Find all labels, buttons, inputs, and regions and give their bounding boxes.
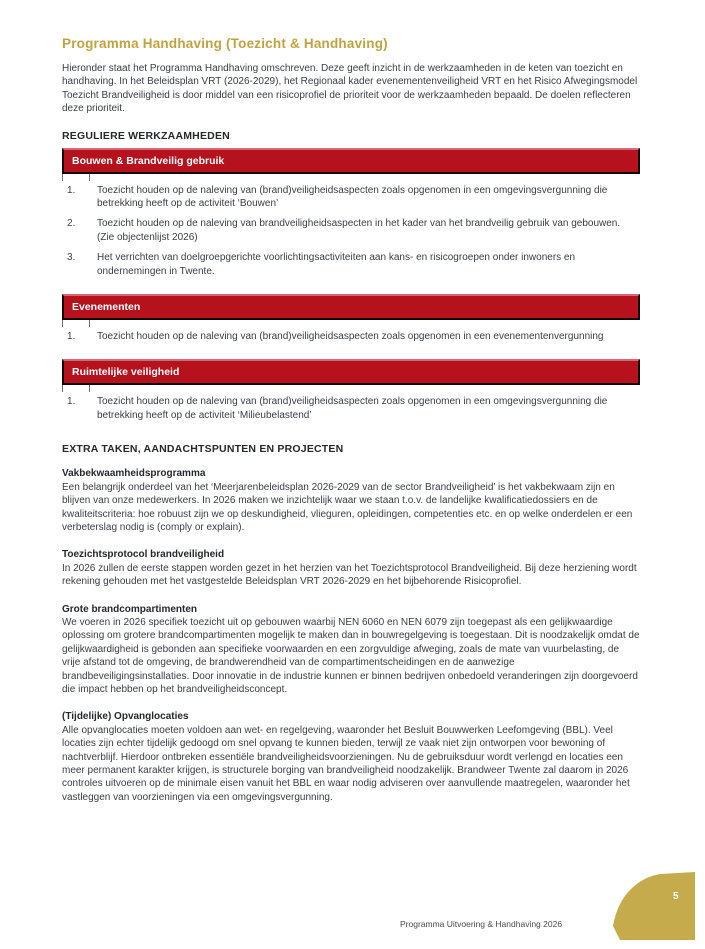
list-item bbox=[62, 395, 640, 422]
category-item-list bbox=[62, 320, 640, 359]
gold-wedge-shape bbox=[613, 872, 695, 940]
category-table-ruimtelijke-veiligheid bbox=[62, 359, 640, 438]
list-item-text: Toezicht houden op de naleving van (brand)veiligheidsaspecten zoals opgenomen in een omgevingsvergunning die betrekking heeft op de activiteit ‘Bouwen’ bbox=[97, 184, 608, 210]
list-item bbox=[62, 217, 640, 244]
topic-body: Een belangrijk onderdeel van het ‘Meerjarenbeleidsplan 2026-2029 van de sector Brandveiligheid’ is het vakbekwaam zijn en blijven van onze medewerkers. In 2026 maken we inzichtelijk waar we staan t.o.v. de landelijke kwalificatiedossiers en de kwaliteitscriteria: hoe robuust zijn we op deskundigheid, vlieguren, opleidingen, competenties etc. en op welke onderdelen er een verbeterslag nodig is (comply or explain). bbox=[62, 481, 633, 533]
list-item bbox=[62, 184, 640, 211]
topic-body: Alle opvanglocaties moeten voldoen aan wet- en regelgeving, waaronder het Besluit Bouwwerken Leefomgeving (BBL). Veel locaties zijn echter tijdelijk gedoogd om snel opvang te kunnen bieden, terwijl ze vaak niet zijn ontworpen voor bewoning of nachtverblijf. Hierdoor ontbreken essentiële brandveiligheidsvoorzieningen. Nu de gebruiksduur wordt verlengd en locaties een meer permanent karakter krijgen, is structurele borging van brandveiligheid noodzakelijk. Brandweer Twente zal daarom in 2026 controles uitvoeren op de minimale eisen vanuit het BBL en waar nodig adviseren over aanvullende maatregelen, waaronder het vastleggen van voorzieningen via een omgevingsvergunning. bbox=[62, 724, 630, 803]
list-item-number: 1. bbox=[67, 331, 76, 343]
topic-title: Vakbekwaamheidsprogramma bbox=[62, 468, 206, 480]
category-header: Ruimtelijke veiligheid bbox=[62, 359, 640, 385]
topic-body: We voeren in 2026 specifiek toezicht uit op gebouwen waarbij NEN 6060 en NEN 6079 zijn toegepast als een gelijkwaardige oplossing om grotere brandcompartimenten mogelijk te maken dan in bouwregelgeving is toegestaan. Dit is noodzakelijk omdat de gelijkwaardigheid is gebonden aan specifieke voorwaarden en een zorgvuldige afweging, zoals de mate van vuurbelasting, de vrije afstand tot de omgeving, de brandwerendheid van de compartimentscheidingen en de aanwezige brandbeveiligingsinstallaties. Door innovatie in de industrie kunnen er binnen bedrijven onbedoeld veranderingen zijn doorgevoerd die impact hebben op het brandveiligheidsconcept. bbox=[62, 616, 640, 695]
topic-vakbekwaamheidsprogramma bbox=[62, 467, 640, 534]
list-item bbox=[62, 251, 640, 278]
list-item-text: Toezicht houden op de naleving van brandveiligheidsaspecten in het kader van het brandveilig gebruik van gebouwen. (Zie objectenlijst 2026) bbox=[97, 218, 621, 243]
table-border-tick bbox=[62, 385, 63, 392]
topic-title: Grote brandcompartimenten bbox=[62, 603, 198, 615]
page-content bbox=[62, 36, 640, 818]
table-border-tick bbox=[89, 320, 90, 327]
list-item-number: 3. bbox=[67, 252, 76, 264]
list-item-number: 2. bbox=[67, 218, 76, 230]
topic-title: (Tijdelijke) Opvanglocaties bbox=[62, 711, 189, 723]
section-heading-extra: EXTRA TAKEN, AANDACHTSPUNTEN EN PROJECTEN bbox=[62, 443, 344, 456]
intro-paragraph: Hieronder staat het Programma Handhaving omschreven. Deze geeft inzicht in de werkzaamheden in de keten van toezicht en handhaving. In het Beleidsplan VRT (2026-2029), het Regionaal kader evenementenveiligheid VRT en het Risico Afwegingsmodel Toezicht Brandveiligheid is door middel van een risicoprofiel de prioriteit voor de werkzaamheden bepaald. De doelen reflecteren deze prioriteit. bbox=[62, 63, 638, 115]
list-item-number: 1. bbox=[67, 396, 76, 408]
category-table-evenementen bbox=[62, 294, 640, 359]
list-item-text: Toezicht houden op de naleving van (brand)veiligheidsaspecten zoals opgenomen in een omgevingsvergunning die betrekking heeft op de activiteit ‘Milieubelastend’ bbox=[97, 396, 608, 421]
table-border-tick bbox=[89, 385, 90, 392]
category-item-list bbox=[62, 385, 640, 438]
topic-toezichtsprotocol bbox=[62, 548, 640, 588]
topic-grote-brandcompartimenten bbox=[62, 603, 640, 697]
page-number-shape bbox=[607, 871, 695, 941]
page-number: 5 bbox=[673, 891, 679, 902]
footer-title: Programma Uitvoering & Handhaving 2026 bbox=[400, 919, 563, 929]
table-border-tick bbox=[62, 320, 63, 327]
category-header: Evenementen bbox=[62, 294, 640, 320]
list-item bbox=[62, 330, 640, 343]
category-item-list bbox=[62, 174, 640, 294]
topic-title: Toezichtsprotocol brandveiligheid bbox=[62, 549, 225, 561]
topic-opvanglocaties bbox=[62, 710, 640, 804]
section-heading-regular: REGULIERE WERKZAAMHEDEN bbox=[62, 129, 230, 142]
list-item-text: Het verrichten van doelgroepgerichte voorlichtingsactiviteiten aan kans- en risicogroepen onder inwoners en ondernemingen in Twente. bbox=[97, 252, 576, 277]
table-border-tick bbox=[89, 174, 90, 181]
table-border-tick bbox=[62, 174, 63, 181]
category-table-bouwen bbox=[62, 148, 640, 294]
list-item-text: Toezicht houden op de naleving van (brand)veiligheidsaspecten zoals opgenomen in een evenementenvergunning bbox=[97, 331, 604, 343]
page-title: Programma Handhaving (Toezicht & Handhaving) bbox=[62, 36, 388, 51]
topic-body: In 2026 zullen de eerste stappen worden gezet in het herzien van het Toezichtsprotocol Brandveiligheid. Bij deze herziening wordt rekening gehouden met het vastgestelde Beleidsplan VRT 2026-2029 en het bijbehorende Risicoprofiel. bbox=[62, 562, 637, 588]
category-header: Bouwen & Brandveilig gebruik bbox=[62, 148, 640, 174]
list-item-number: 1. bbox=[67, 184, 76, 196]
